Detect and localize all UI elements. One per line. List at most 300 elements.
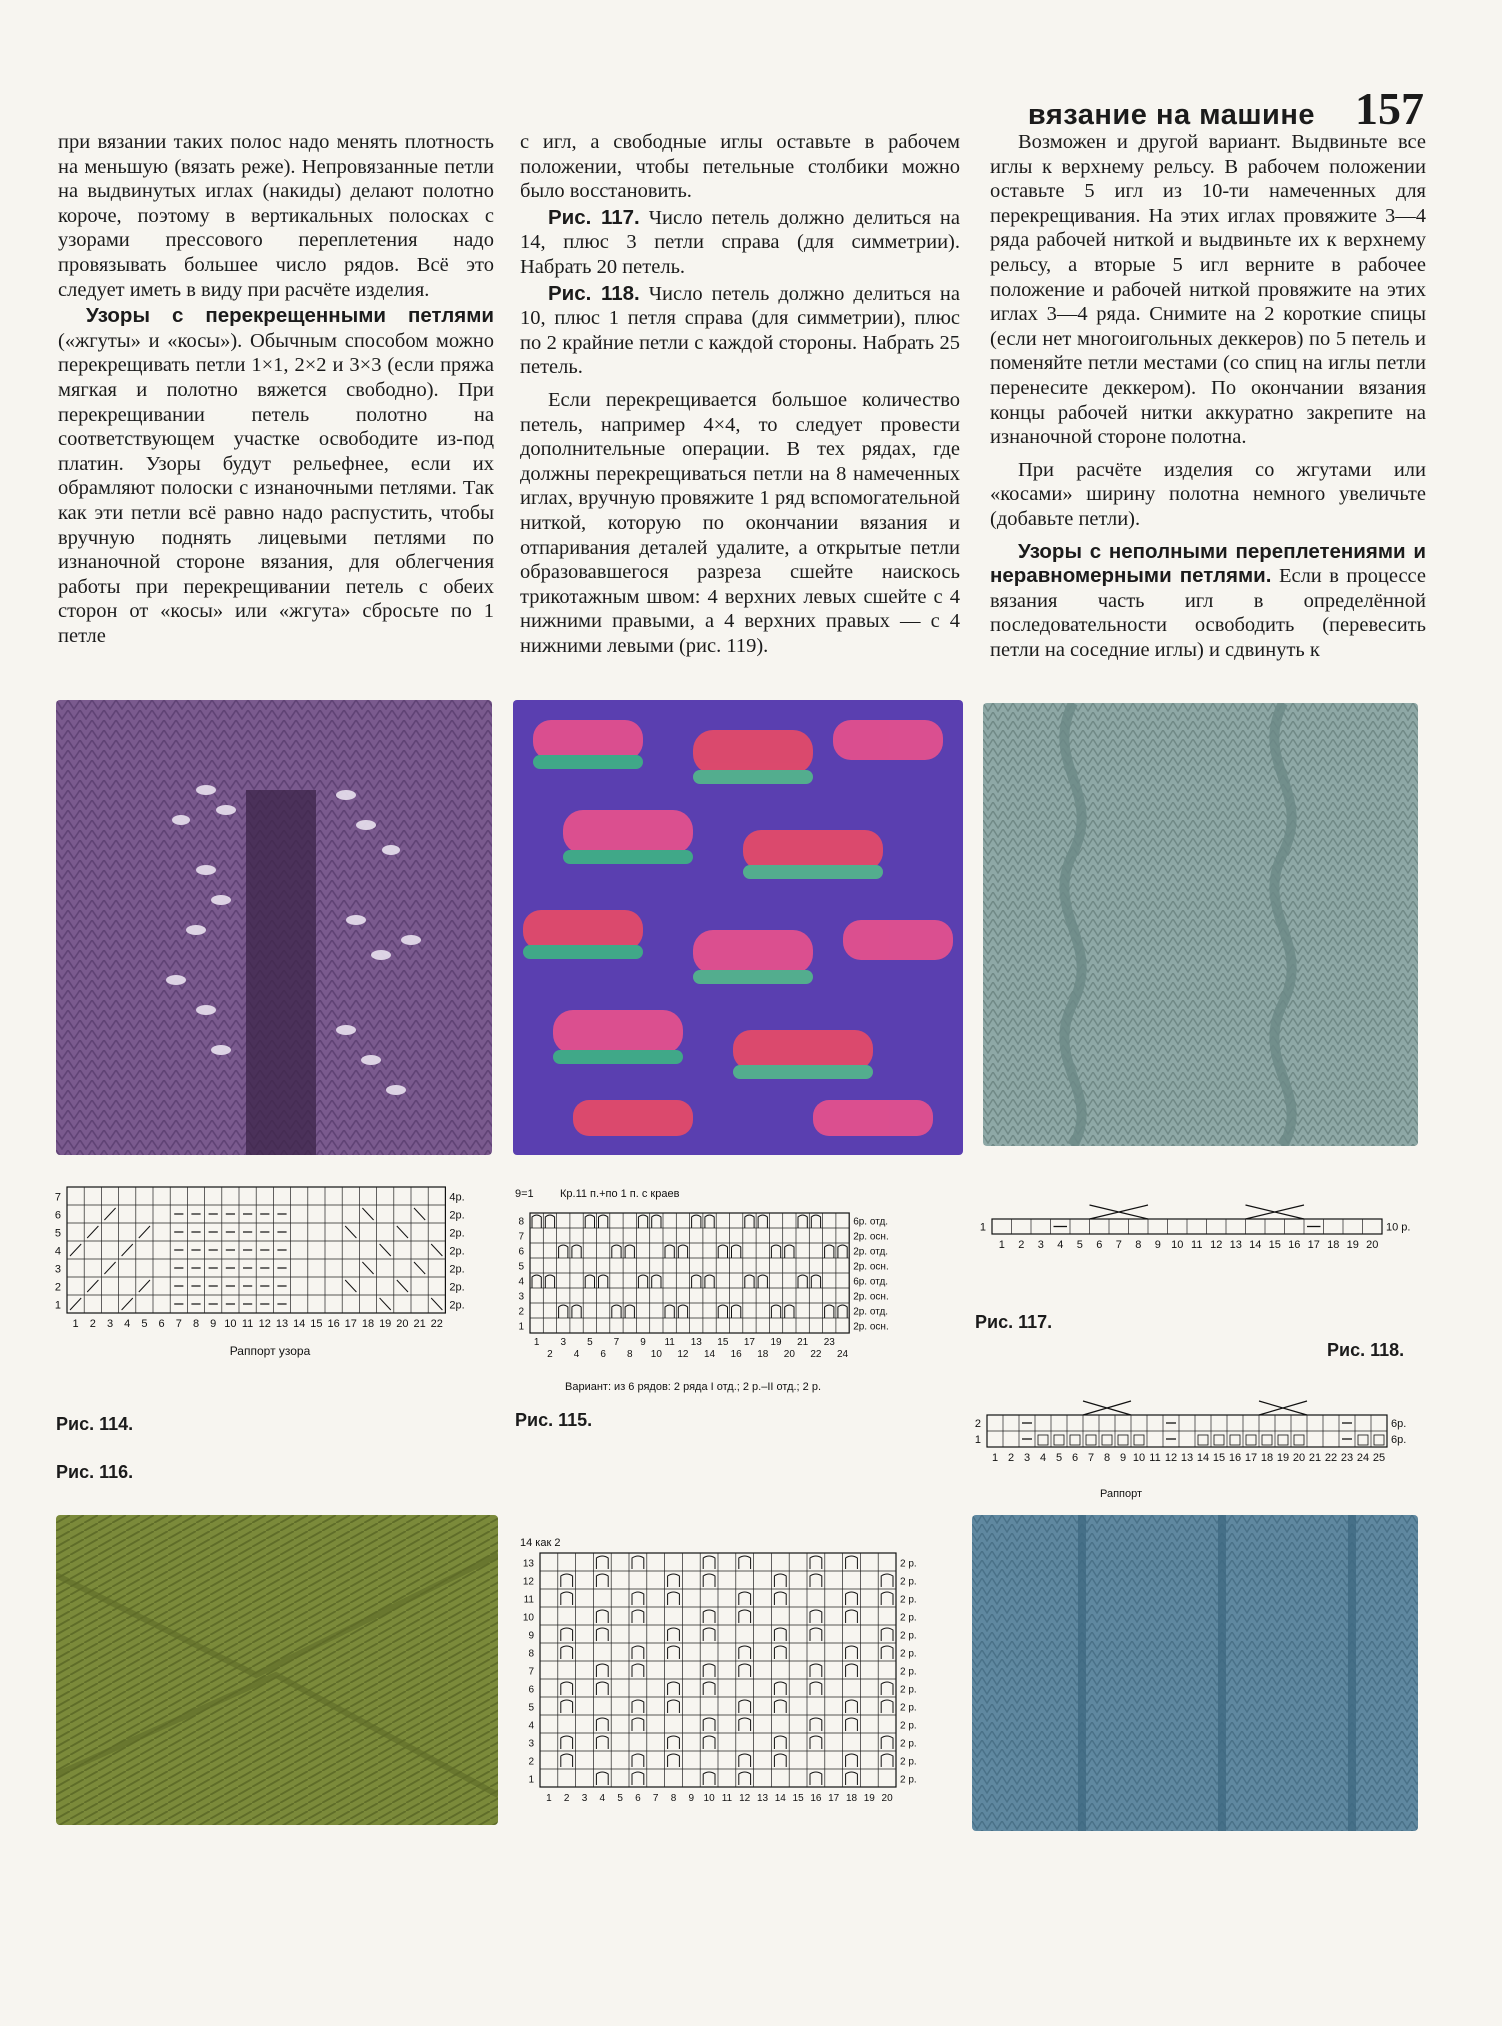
column-number: 9 [210, 1318, 217, 1330]
row-number: 7 [528, 1666, 534, 1678]
transfer-mark [122, 1244, 133, 1256]
tuck-mark [596, 1574, 608, 1587]
caption-fig116: Рис. 116. [56, 1462, 134, 1482]
column-number: 18 [1260, 1452, 1274, 1464]
tuck-mark [1134, 1435, 1144, 1445]
row-number: 1 [975, 1434, 981, 1446]
stitch-chart-fig114 [55, 1185, 515, 1360]
row-note: 2 р. [900, 1648, 917, 1660]
row-note: 2р. осн. [853, 1261, 889, 1273]
tuck-mark [668, 1592, 680, 1605]
tuck-mark [703, 1610, 715, 1623]
column-number: 9 [688, 1793, 695, 1804]
tuck-mark [774, 1736, 786, 1749]
column-number-even: 10 [650, 1349, 662, 1360]
tuck-mark [881, 1682, 893, 1695]
tuck-mark [739, 1592, 751, 1605]
row-number: 3 [55, 1263, 61, 1276]
tuck-mark [774, 1682, 786, 1695]
row-number: 4 [528, 1720, 534, 1732]
tuck-mark [798, 1215, 807, 1228]
column-number-even: 16 [730, 1349, 742, 1360]
tuck-mark [632, 1772, 644, 1785]
paragraph-text: («жгуты» и «косы»). Обычным способом можно перекрещивать петли 1×1, 2×2 и 3×3 (если пряжа мягкая и полотно вяжется свободно). При перекрещивании петель полотно на соответствующем участке освободите из-под платин. Узоры будут рельефнее, если их обрамляют полоски с изнаночными петлями. Так как эти петли всё равно надо распустить, чтобы вручную поднять лицевыми петлями по изнаночной стороне вязания, для облегчения работы при перекрещивании петель с обеих сторон от «косы» или «жгута» сбросьте по 1 петле [58, 329, 494, 647]
tuck-mark [1054, 1435, 1064, 1445]
stitch-chart-fig118 [975, 1385, 1435, 1500]
tuck-mark [846, 1556, 858, 1569]
tuck-mark [881, 1628, 893, 1641]
row-number: 4 [518, 1276, 524, 1288]
column-number: 5 [1076, 1239, 1083, 1251]
knit-swatch-fig117-photo [983, 703, 1418, 1146]
column-number: 19 [379, 1318, 392, 1330]
column-number: 18 [1327, 1239, 1340, 1251]
tuck-mark [561, 1700, 573, 1713]
paragraph [520, 282, 960, 380]
tuck-mark [774, 1574, 786, 1587]
tuck-mark [881, 1700, 893, 1713]
column-number: 5 [141, 1318, 148, 1330]
tuck-mark [810, 1772, 822, 1785]
tuck-mark [561, 1574, 573, 1587]
row-note: 10 р. [1386, 1221, 1411, 1234]
tuck-mark [652, 1215, 661, 1228]
transfer-mark [380, 1298, 391, 1310]
tuck-mark [703, 1682, 715, 1695]
chart118-footer: Раппорт [1100, 1488, 1143, 1500]
column-number: 6 [1096, 1239, 1103, 1251]
row-note: 2р. осн. [853, 1231, 889, 1243]
column-number: 14 [1249, 1239, 1262, 1251]
tuck-mark [703, 1718, 715, 1731]
tuck-mark [596, 1718, 608, 1731]
cross-mark [1246, 1205, 1305, 1219]
column-number: 8 [670, 1793, 677, 1804]
paragraph-text: Число петель должно делиться на 10, плюс 1 петля справа (для симметрии), плюс по 2 крайние петли с каждой стороны. Набрать 25 петель. [520, 282, 960, 379]
tuck-mark [774, 1754, 786, 1767]
row-note: 6р. [1391, 1418, 1407, 1430]
transfer-mark [139, 1226, 150, 1238]
column-number: 15 [310, 1318, 323, 1330]
column-number: 6 [635, 1793, 641, 1804]
tuck-mark [739, 1646, 751, 1659]
tuck-mark [703, 1628, 715, 1641]
tuck-mark [632, 1556, 644, 1569]
row-number: 6 [518, 1246, 524, 1258]
tuck-mark [632, 1718, 644, 1731]
transfer-mark [414, 1262, 425, 1274]
column-number: 4 [599, 1793, 606, 1804]
transfer-mark [122, 1298, 133, 1310]
row-note: 2р. [449, 1227, 465, 1240]
paragraph-heading: Узоры с перекрещенными петлями [86, 304, 494, 328]
column-number: 1 [72, 1318, 79, 1330]
row-number: 8 [518, 1216, 524, 1228]
tuck-mark [668, 1628, 680, 1641]
cross-mark [1083, 1401, 1131, 1415]
column-number: 16 [810, 1793, 822, 1804]
column-number: 15 [1212, 1452, 1226, 1464]
tuck-mark [665, 1305, 674, 1318]
tuck-mark [771, 1245, 780, 1258]
row-number: 3 [528, 1738, 534, 1750]
transfer-mark [380, 1244, 391, 1256]
column-number: 11 [721, 1793, 733, 1804]
tuck-mark [771, 1305, 780, 1318]
column-number: 7 [1087, 1452, 1095, 1464]
row-note: 2р. [449, 1209, 465, 1222]
row-note: 2 р. [900, 1576, 917, 1588]
row-number: 4 [55, 1245, 61, 1258]
transfer-mark [414, 1208, 425, 1220]
transfer-mark [70, 1244, 81, 1256]
row-number: 12 [522, 1576, 534, 1588]
section-title: вязание на машине [1027, 99, 1315, 131]
transfer-mark [70, 1298, 81, 1310]
column-number: 15 [792, 1793, 804, 1804]
transfer-mark [139, 1280, 150, 1292]
tuck-mark [561, 1754, 573, 1767]
tuck-mark [1294, 1435, 1304, 1445]
tuck-mark [846, 1700, 858, 1713]
tuck-mark [1198, 1435, 1208, 1445]
column-number: 20 [1366, 1239, 1379, 1251]
tuck-mark [1214, 1435, 1224, 1445]
tuck-mark [638, 1275, 647, 1288]
row-number: 1 [528, 1774, 534, 1786]
tuck-mark [1230, 1435, 1240, 1445]
transfer-mark [87, 1226, 98, 1238]
column-number-even: 20 [783, 1349, 795, 1360]
chart115-variant: Вариант: из 6 рядов: 2 ряда I отд.; 2 р.–II отд.; 2 р. [565, 1381, 822, 1393]
column-number: 1 [998, 1239, 1005, 1251]
knit-swatch-fig119-photo [972, 1515, 1418, 1831]
tuck-mark [703, 1772, 715, 1785]
paragraph-heading: Узоры с неполными переплетениями и неравномерными петлями. [990, 539, 1426, 588]
page-header [1028, 82, 1424, 135]
tuck-mark [559, 1305, 568, 1318]
column-number: 14 [293, 1318, 306, 1330]
row-note: 2р. [449, 1245, 465, 1258]
tuck-mark [596, 1772, 608, 1785]
tuck-mark [625, 1305, 634, 1318]
tuck-mark [810, 1736, 822, 1749]
paragraph: Возможен и другой вариант. Выдвиньте все иглы к верхнему рельсу. В рабочем положении оставьте 5 игл из 10-ти намеченных для перекрещивания. На этих иглах провяжите 3—4 ряда рабочей ниткой и выдвиньте их к верхнему рельсу, а вторые 5 игл верните в рабочее положение и рабочей ниткой провяжите на этих иглах 3—4 ряда. Снимите на 2 короткие спицы (если нет многоигольных деккеров) по 5 петель и поменяйте петли местами (со спиц на иглы петли перенесите деккером). По окончании вязания концы рабочей нитки аккуратно закрепите на изнаночной стороне полотна. [990, 131, 1426, 449]
row-note: 2р. [449, 1299, 465, 1312]
tuck-mark [599, 1215, 608, 1228]
stitch-chart-fig116 [515, 1535, 945, 1820]
tuck-mark [652, 1275, 661, 1288]
tuck-mark [810, 1556, 822, 1569]
tuck-mark [825, 1305, 834, 1318]
tuck-mark [1038, 1435, 1048, 1445]
column-number-odd: 13 [690, 1337, 702, 1348]
chart115-top-note: Кр.11 п.+по 1 п. с краев [560, 1188, 680, 1200]
row-number: 2 [518, 1306, 524, 1318]
row-note: 2 р. [900, 1612, 917, 1624]
transfer-mark [431, 1244, 442, 1256]
column-number: 10 [703, 1793, 715, 1804]
tuck-mark [1278, 1435, 1288, 1445]
row-note: 2 р. [900, 1738, 917, 1750]
tuck-mark [561, 1628, 573, 1641]
tuck-mark [545, 1215, 554, 1228]
knit-swatch-fig116-photo [56, 1515, 498, 1825]
tuck-mark [810, 1628, 822, 1641]
tuck-mark [785, 1245, 794, 1258]
tuck-mark [705, 1215, 714, 1228]
knit-swatch-fig115-photo [513, 700, 963, 1155]
tuck-mark [881, 1646, 893, 1659]
tuck-mark [739, 1664, 751, 1677]
row-note: 2р. отд. [853, 1246, 889, 1258]
tuck-mark [1086, 1435, 1096, 1445]
row-note: 2 р. [900, 1666, 917, 1678]
caption-fig117: Рис. 117. [975, 1312, 1053, 1332]
chart118-grid [975, 1401, 1406, 1464]
knit-swatch-fig114-photo [56, 700, 492, 1155]
row-note: 6р. отд. [853, 1276, 889, 1288]
tuck-mark [732, 1305, 741, 1318]
tuck-mark [668, 1574, 680, 1587]
tuck-mark [596, 1610, 608, 1623]
transfer-mark [104, 1208, 115, 1220]
tuck-mark [739, 1700, 751, 1713]
tuck-mark [612, 1305, 621, 1318]
column-number-odd: 17 [743, 1337, 756, 1348]
tuck-mark [1118, 1435, 1128, 1445]
tuck-mark [585, 1215, 594, 1228]
column-number: 19 [863, 1793, 875, 1804]
column-number: 1 [546, 1793, 552, 1804]
column-number: 7 [175, 1318, 182, 1330]
column-number: 19 [1276, 1452, 1290, 1464]
tuck-mark [632, 1754, 644, 1767]
row-note: 2р. [449, 1263, 465, 1276]
column-number: 6 [1071, 1452, 1079, 1464]
paragraph: при вязании таких полос надо менять плотность на меньшую (вязать реже). Непровязанные петли на выдвинутых иглах (накиды) делают полотно короче, поэтому в вертикальных полосках с узорами прессового переплетения надо провязывать большее число рядов. Всё это следует иметь в виду при расчёте изделия. [58, 131, 494, 301]
row-number: 5 [518, 1261, 524, 1273]
row-number: 10 [522, 1612, 534, 1624]
transfer-mark [362, 1208, 373, 1220]
tuck-mark [678, 1245, 687, 1258]
row-number: 7 [518, 1231, 524, 1243]
tuck-mark [810, 1664, 822, 1677]
row-note: 2 р. [900, 1594, 917, 1606]
row-note: 2 р. [900, 1720, 917, 1732]
tuck-mark [599, 1275, 608, 1288]
column-number: 23 [1340, 1452, 1354, 1464]
row-note: 2 р. [900, 1702, 917, 1714]
tuck-mark [718, 1305, 727, 1318]
tuck-mark [572, 1245, 581, 1258]
tuck-mark [668, 1646, 680, 1659]
tuck-mark [596, 1628, 608, 1641]
tuck-mark [545, 1275, 554, 1288]
tuck-mark [703, 1736, 715, 1749]
column-number: 13 [756, 1793, 769, 1804]
column-number-odd: 19 [770, 1337, 782, 1348]
column-number: 21 [1308, 1452, 1322, 1464]
row-number: 9 [528, 1630, 534, 1642]
row-note: 6р. отд. [853, 1216, 889, 1228]
column-number: 9 [1154, 1239, 1161, 1251]
tuck-mark [739, 1556, 751, 1569]
cross-mark [1090, 1205, 1149, 1219]
row-number: 2 [528, 1756, 534, 1768]
figure-ref: Рис. 118. [548, 281, 640, 305]
row-number: 7 [55, 1191, 61, 1204]
tuck-mark [596, 1556, 608, 1569]
tuck-mark [718, 1245, 727, 1258]
chart116-top-note: 14 как 2 [520, 1537, 561, 1549]
column-number: 25 [1372, 1452, 1386, 1464]
tuck-mark [810, 1718, 822, 1731]
paragraph [520, 206, 960, 280]
chart114-footer: Раппорт узора [229, 1344, 311, 1358]
chart116-grid [523, 1553, 917, 1804]
caption-fig118: Рис. 118. [1327, 1340, 1405, 1360]
tuck-mark [745, 1275, 754, 1288]
row-note: 2 р. [900, 1684, 917, 1696]
column-number: 11 [1149, 1452, 1161, 1464]
column-number-even: 8 [626, 1349, 633, 1360]
row-number: 6 [55, 1209, 61, 1222]
column-number-odd: 23 [823, 1337, 835, 1348]
column-number: 3 [1037, 1239, 1044, 1251]
column-number: 10 [1132, 1452, 1146, 1464]
tuck-mark [739, 1754, 751, 1767]
column-number: 11 [241, 1318, 254, 1330]
row-note: 6р. [1391, 1434, 1407, 1446]
chart115-grid [518, 1213, 888, 1360]
column-number: 24 [1356, 1452, 1370, 1464]
chart117-grid [980, 1205, 1410, 1251]
column-number: 3 [106, 1318, 114, 1330]
tuck-mark [668, 1682, 680, 1695]
transfer-mark [345, 1226, 356, 1238]
tuck-mark [745, 1215, 754, 1228]
tuck-mark [703, 1574, 715, 1587]
chart115-corner: 9=1 [515, 1188, 534, 1200]
paragraph-text: Число петель должно делиться на 14, плюс 3 петли справа (для симметрии). Набрать 20 петель. [520, 206, 960, 278]
tuck-mark [561, 1646, 573, 1659]
row-number: 1 [518, 1321, 524, 1333]
figure-ref: Рис. 117. [548, 205, 640, 229]
column-number: 16 [327, 1318, 340, 1330]
column-number: 2 [1007, 1452, 1015, 1464]
tuck-mark [758, 1215, 767, 1228]
column-number: 4 [1039, 1452, 1047, 1464]
tuck-mark [596, 1682, 608, 1695]
column-number: 17 [344, 1318, 357, 1330]
text-column-1 [58, 130, 494, 650]
text-column-3 [990, 130, 1426, 664]
tuck-mark [881, 1754, 893, 1767]
tuck-mark [585, 1275, 594, 1288]
transfer-mark [362, 1262, 373, 1274]
column-number: 17 [1244, 1452, 1258, 1464]
stitch-chart-fig117 [980, 1185, 1420, 1260]
tuck-mark [632, 1664, 644, 1677]
column-number-odd: 1 [533, 1337, 540, 1348]
column-number: 6 [158, 1318, 165, 1330]
column-number: 2 [563, 1793, 570, 1804]
column-number-even: 12 [677, 1349, 689, 1360]
row-number: 6 [528, 1684, 534, 1696]
column-number: 18 [361, 1318, 375, 1330]
column-number: 20 [396, 1318, 409, 1330]
tuck-mark [625, 1245, 634, 1258]
tuck-mark [846, 1754, 858, 1767]
row-number: 5 [528, 1702, 534, 1714]
column-number: 17 [828, 1793, 840, 1804]
tuck-mark [811, 1215, 820, 1228]
column-number: 4 [124, 1318, 131, 1330]
stitch-chart-fig115 [515, 1185, 985, 1395]
column-number: 5 [1055, 1452, 1063, 1464]
row-note: 2 р. [900, 1558, 917, 1570]
paragraph-text: Если в процессе вязания часть игл в определённой последовательности освободить (перевесить петли на соседние иглы) и сдвинуть к [990, 565, 1426, 661]
tuck-mark [632, 1592, 644, 1605]
transfer-mark [397, 1280, 408, 1292]
column-number-even: 18 [757, 1349, 769, 1360]
tuck-mark [678, 1305, 687, 1318]
column-number: 18 [845, 1793, 858, 1804]
tuck-mark [732, 1245, 741, 1258]
tuck-mark [838, 1305, 847, 1318]
transfer-mark [431, 1298, 442, 1310]
transfer-mark [104, 1262, 115, 1274]
column-number: 7 [652, 1793, 659, 1804]
tuck-mark [846, 1664, 858, 1677]
column-number: 16 [1228, 1452, 1242, 1464]
row-number: 13 [522, 1558, 534, 1570]
column-number-even: 24 [836, 1349, 849, 1360]
tuck-mark [692, 1275, 701, 1288]
tuck-mark [638, 1215, 647, 1228]
tuck-mark [1374, 1435, 1384, 1445]
caption-fig114: Рис. 114. [56, 1414, 134, 1434]
tuck-mark [703, 1556, 715, 1569]
column-number: 10 [224, 1318, 237, 1330]
column-number: 11 [1191, 1239, 1203, 1251]
tuck-mark [846, 1592, 858, 1605]
column-number: 2 [1018, 1239, 1025, 1251]
tuck-mark [705, 1275, 714, 1288]
column-number: 7 [1115, 1239, 1122, 1251]
row-number: 2 [55, 1281, 61, 1294]
chart114-grid [55, 1187, 465, 1330]
tuck-mark [846, 1646, 858, 1659]
tuck-mark [846, 1772, 858, 1785]
row-note: 2р. [449, 1281, 465, 1294]
column-number: 20 [1292, 1452, 1306, 1464]
column-number: 14 [1196, 1452, 1210, 1464]
tuck-mark [810, 1574, 822, 1587]
column-number-even: 22 [810, 1349, 822, 1360]
row-number: 3 [518, 1291, 524, 1303]
column-number: 12 [1164, 1452, 1178, 1464]
tuck-mark [846, 1610, 858, 1623]
column-number-odd: 3 [560, 1337, 567, 1348]
column-number: 21 [413, 1318, 426, 1330]
tuck-mark [811, 1275, 820, 1288]
transfer-mark [345, 1280, 356, 1292]
tuck-mark [1102, 1435, 1112, 1445]
column-number: 4 [1057, 1239, 1064, 1251]
tuck-mark [596, 1664, 608, 1677]
